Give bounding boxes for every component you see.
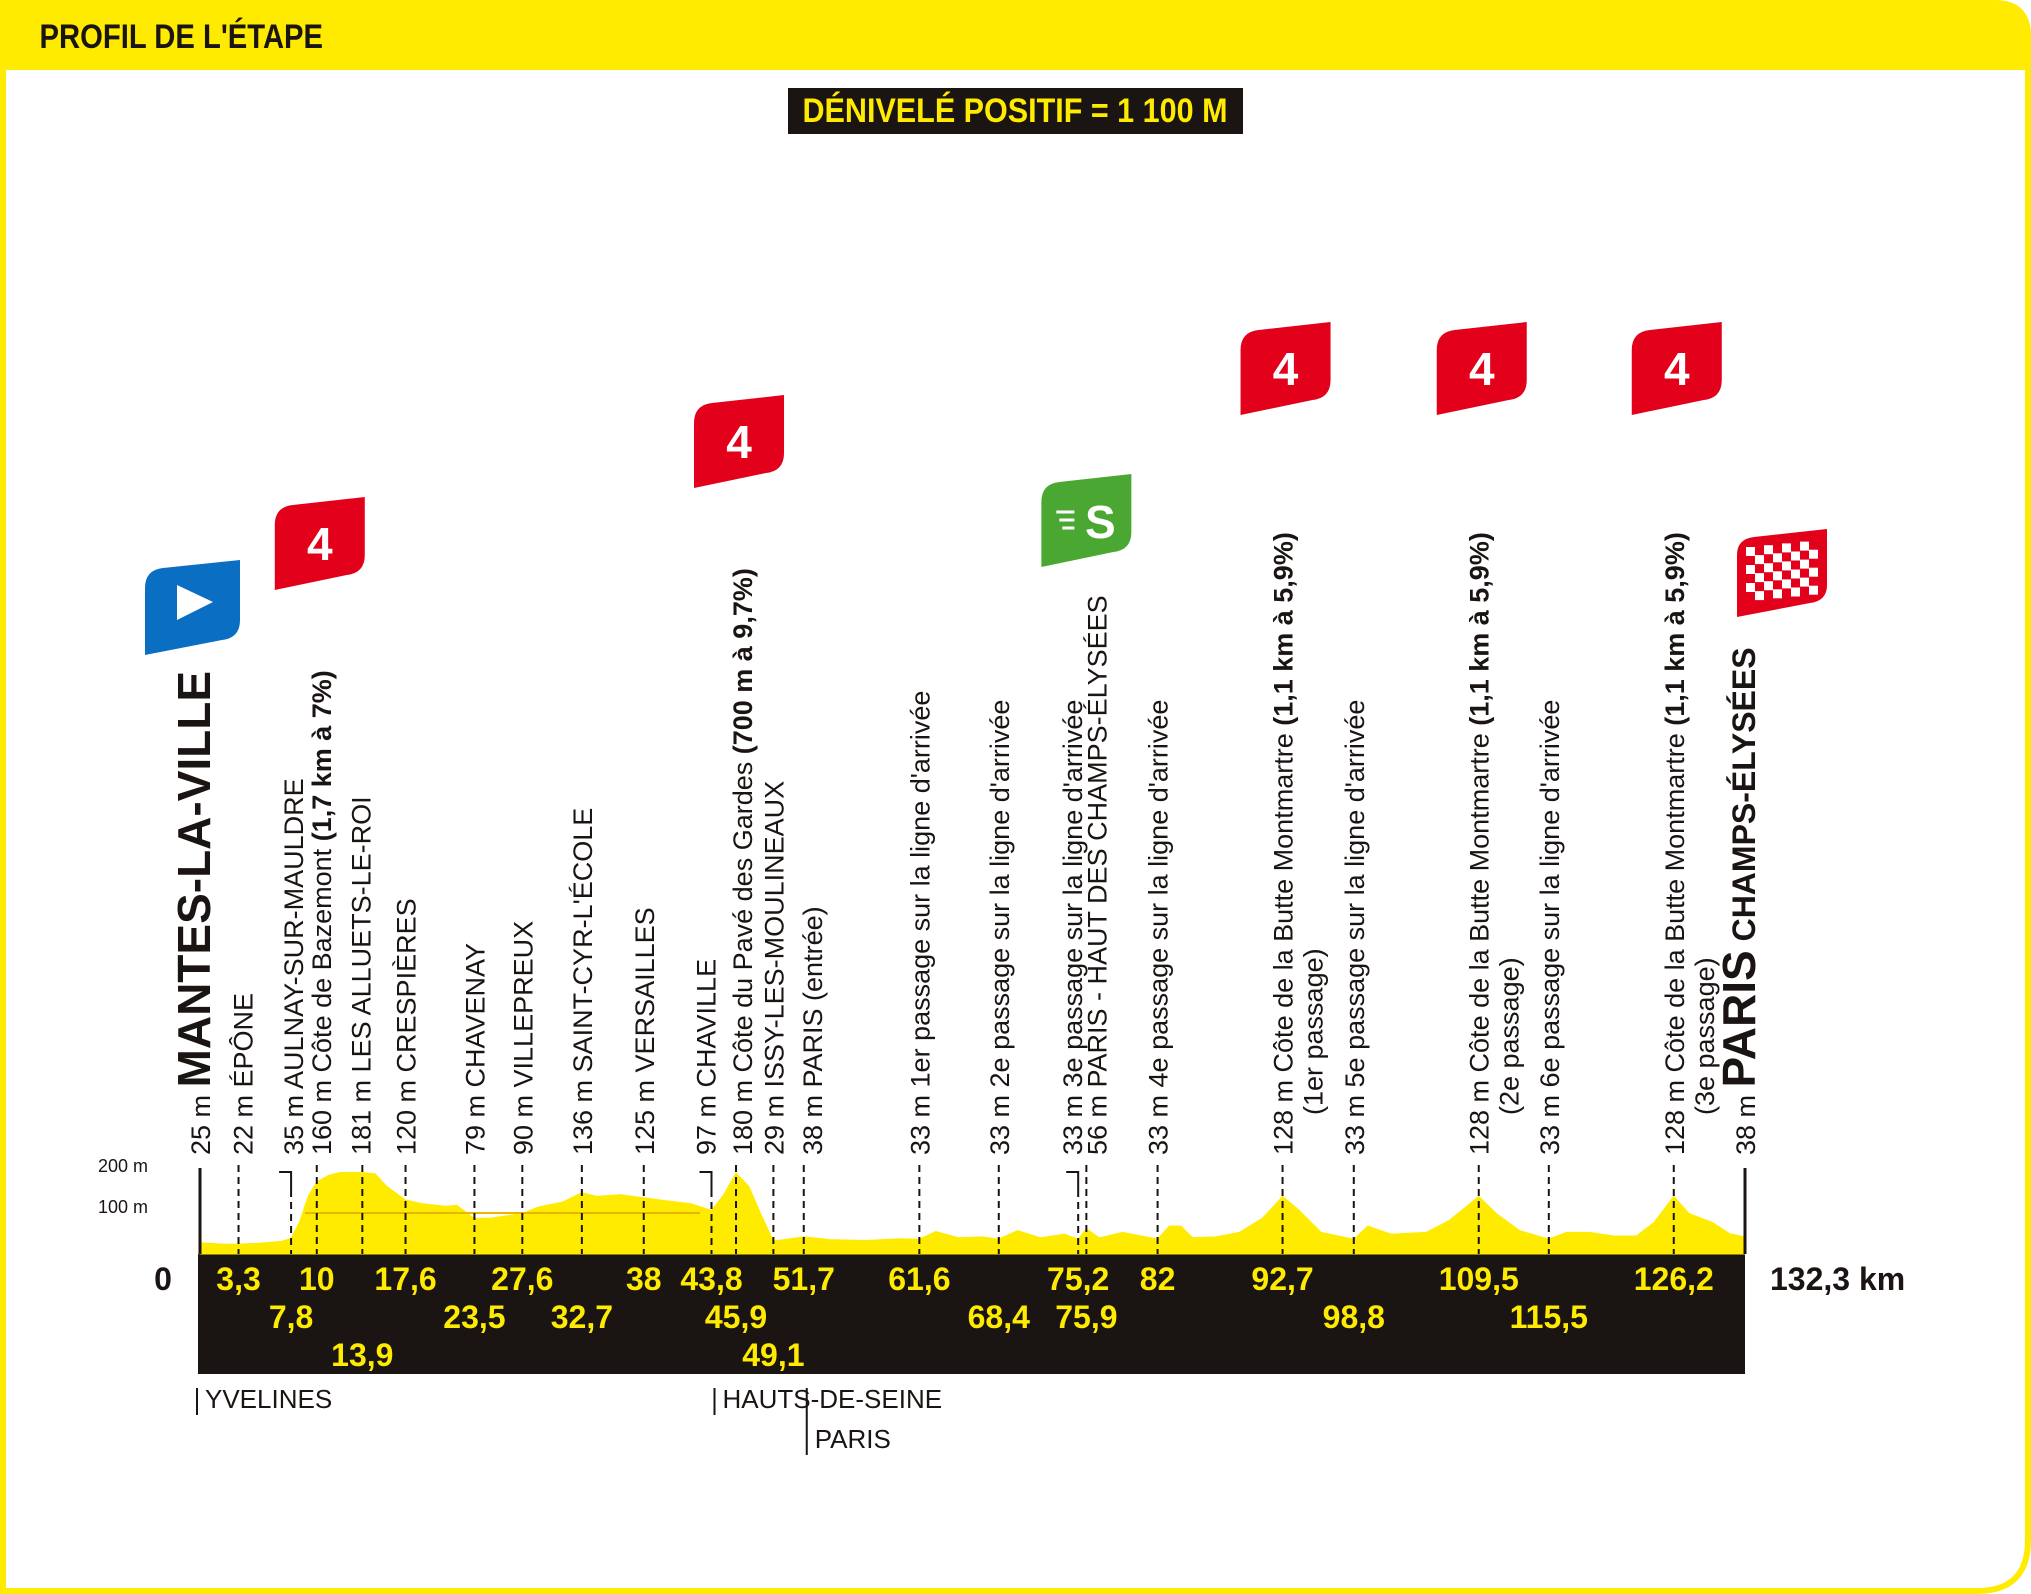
waypoint-label — [798, 906, 828, 1155]
waypoint-label — [568, 808, 598, 1155]
waypoint-altitude: 33 m — [905, 1087, 936, 1155]
waypoint-label — [307, 670, 337, 1155]
climb-detail: (1,1 km à 5,9%) — [1464, 532, 1495, 734]
waypoint-label — [905, 691, 935, 1155]
waypoint-altitude: 136 m — [567, 1072, 598, 1155]
waypoint-altitude: 120 m — [391, 1072, 422, 1155]
svg-text:4: 4 — [306, 518, 333, 570]
waypoint-label — [728, 568, 758, 1155]
waypoint-name: 1er passage sur la ligne d'arrivée — [905, 690, 936, 1088]
waypoint-label — [630, 907, 660, 1155]
waypoint-altitude: 79 m — [460, 1087, 491, 1155]
y-label-100: 100 m — [97, 1197, 148, 1217]
waypoint-label — [168, 671, 220, 1155]
waypoint-name: VILLEPREUX — [508, 920, 539, 1088]
waypoint-altitude: 125 m — [629, 1072, 660, 1155]
waypoint-label — [691, 959, 721, 1155]
svg-text:4: 4 — [726, 416, 752, 468]
waypoint-name: 3e passage sur la ligne d'arrivée — [1058, 699, 1089, 1088]
waypoint-label — [1144, 700, 1174, 1155]
km-label: 49,1 — [742, 1337, 805, 1373]
waypoint-altitude: 180 m — [728, 1072, 759, 1155]
waypoint-name: Côte de la Butte Montmartre — [1464, 733, 1495, 1073]
waypoint-altitude: 33 m — [1339, 1087, 1370, 1155]
waypoint-name: 6e passage sur la ligne d'arrivée — [1534, 699, 1565, 1088]
km-label: 92,7 — [1251, 1261, 1314, 1297]
waypoint-name: 2e passage sur la ligne d'arrivée — [984, 699, 1015, 1088]
waypoint-altitude: 128 m — [1659, 1072, 1690, 1155]
axis-zero-label: 0 — [154, 1261, 172, 1297]
km-label: 109,5 — [1438, 1261, 1519, 1297]
waypoint-label — [1340, 700, 1370, 1155]
finish-flag-icon — [1737, 529, 1827, 617]
waypoint-name: Côte du Pavé des Gardes — [728, 761, 759, 1073]
km-label: 7,8 — [268, 1299, 314, 1335]
km-label: 32,7 — [550, 1299, 614, 1335]
sprint-icon — [1041, 474, 1131, 567]
waypoint-name: PARIS (entrée) — [797, 906, 828, 1088]
waypoint-label — [279, 778, 309, 1155]
waypoint-name-detail: CHAMPS-ÉLYSÉES — [1726, 647, 1762, 951]
waypoint-altitude: 38 m — [1731, 1087, 1761, 1155]
waypoint-altitude: 22 m — [228, 1087, 259, 1155]
waypoint-altitude: 29 m — [759, 1087, 790, 1155]
climb-detail: (1,1 km à 5,9%) — [1659, 532, 1690, 734]
waypoint-altitude: 128 m — [1268, 1072, 1299, 1155]
svg-text:4: 4 — [1468, 343, 1495, 395]
km-label: 17,6 — [374, 1261, 437, 1297]
waypoint-altitude: 33 m — [984, 1087, 1015, 1155]
waypoint-name: ÉPÔNE — [228, 992, 259, 1088]
km-label: 3,3 — [216, 1261, 261, 1297]
waypoint-altitude: 160 m — [306, 1072, 337, 1155]
waypoint-label — [228, 993, 259, 1155]
waypoint-label — [1465, 532, 1495, 1155]
waypoint-name: CHAVILLE — [691, 958, 722, 1088]
guide-kink — [1066, 1172, 1078, 1190]
waypoint-label — [1713, 647, 1765, 1155]
waypoint-name: VERSAILLES — [629, 907, 660, 1073]
total-distance-label: 132,3 km — [1770, 1261, 1906, 1297]
waypoint-name: AULNAY-SUR-MAULDRE — [279, 778, 310, 1089]
guide-kink — [279, 1172, 291, 1190]
svg-text:4: 4 — [1272, 343, 1299, 395]
climb-pass: (2e passage) — [1494, 957, 1525, 1115]
waypoint-label — [985, 700, 1015, 1155]
waypoint-name: Côte de Bazemont — [306, 848, 337, 1073]
y-label-200: 200 m — [97, 1156, 148, 1176]
km-label: 51,7 — [772, 1261, 835, 1297]
waypoint-altitude: 35 m — [279, 1088, 310, 1155]
km-label: 115,5 — [1509, 1299, 1588, 1335]
climb-detail: (1,1 km à 5,9%) — [1268, 532, 1299, 734]
km-label: 82 — [1139, 1261, 1176, 1297]
km-label: 126,2 — [1633, 1261, 1714, 1297]
waypoint-altitude: 25 m — [186, 1087, 216, 1155]
header-bar-corner — [1990, 0, 2031, 70]
climb-pass: (3e passage) — [1689, 957, 1720, 1115]
km-label: 75,2 — [1047, 1261, 1110, 1297]
waypoint-label — [508, 921, 538, 1155]
km-label: 10 — [298, 1261, 335, 1297]
waypoint-altitude: 181 m — [346, 1072, 377, 1155]
waypoint-altitude: 128 m — [1464, 1072, 1495, 1155]
region-label: YVELINES — [205, 1384, 333, 1414]
kom-category-4-icon — [1241, 322, 1331, 415]
km-label: 13,9 — [331, 1337, 394, 1373]
km-label: 68,4 — [967, 1299, 1030, 1335]
start-flag-icon — [145, 560, 240, 655]
waypoint-name: 4e passage sur la ligne d'arrivée — [1143, 699, 1174, 1088]
waypoint-label — [392, 898, 422, 1155]
kom-category-4-icon — [1632, 322, 1722, 415]
km-label: 98,8 — [1322, 1299, 1385, 1335]
elevation-gain-text: DÉNIVELÉ POSITIF = 1 100 M — [802, 92, 1228, 130]
climb-pass: (1er passage) — [1298, 948, 1329, 1115]
waypoint-altitude: 33 m — [1058, 1087, 1089, 1155]
km-label: 27,6 — [491, 1261, 554, 1297]
waypoint-name: Côte de la Butte Montmartre — [1659, 733, 1690, 1073]
kom-category-4-icon — [1437, 322, 1527, 415]
waypoint-altitude: 33 m — [1534, 1087, 1565, 1155]
climb-detail: (700 m à 9,7%) — [728, 568, 759, 762]
waypoint-name: MANTES-LA-VILLE — [168, 670, 220, 1088]
waypoint-altitude: 56 m — [1082, 1087, 1113, 1155]
kom-category-4-icon — [694, 395, 784, 488]
waypoint-name: SAINT-CYR-L'ÉCOLE — [567, 807, 598, 1073]
waypoint-altitude: 38 m — [797, 1087, 828, 1155]
waypoint-altitude: 90 m — [508, 1087, 539, 1155]
waypoint-altitude: 33 m — [1143, 1087, 1174, 1155]
waypoint-name: PARIS - HAUT DES CHAMPS-ÉLYSÉES — [1082, 595, 1113, 1088]
waypoint-altitude: 97 m — [691, 1087, 722, 1155]
waypoint-name: CHAVENAY — [460, 942, 491, 1088]
waypoint-name: Côte de la Butte Montmartre — [1268, 733, 1299, 1073]
km-label: 43,8 — [680, 1261, 743, 1297]
kom-category-4-icon — [275, 497, 365, 590]
km-label: 23,5 — [443, 1299, 506, 1335]
km-label: 38 — [625, 1261, 662, 1297]
guide-kink — [699, 1172, 711, 1190]
svg-text:S: S — [1085, 496, 1116, 548]
page-title: PROFIL DE L'ÉTAPE — [39, 16, 324, 56]
region-label: PARIS — [814, 1424, 891, 1454]
waypoint-label — [1535, 700, 1565, 1155]
climb-detail: (1,7 km à 7%) — [306, 670, 337, 849]
waypoint-label — [1660, 532, 1690, 1155]
km-label: 75,9 — [1055, 1299, 1118, 1335]
svg-text:4: 4 — [1663, 343, 1690, 395]
waypoint-name: CRESPIÈRES — [391, 898, 422, 1073]
waypoint-label — [346, 796, 376, 1155]
waypoint-name: 5e passage sur la ligne d'arrivée — [1339, 699, 1370, 1088]
km-label: 61,6 — [888, 1261, 951, 1297]
waypoint-name: ISSY-LES-MOULINEAUX — [759, 780, 790, 1088]
waypoint-label — [460, 943, 490, 1155]
region-label: HAUTS-DE-SEINE — [722, 1384, 943, 1414]
waypoint-label — [1082, 595, 1112, 1155]
km-label: 45,9 — [704, 1299, 768, 1335]
waypoint-name: LES ALLUETS-LE-ROI — [346, 796, 377, 1073]
waypoint-label — [759, 781, 789, 1155]
waypoint-label — [1269, 532, 1299, 1155]
waypoint-name: PARIS — [1713, 950, 1765, 1088]
